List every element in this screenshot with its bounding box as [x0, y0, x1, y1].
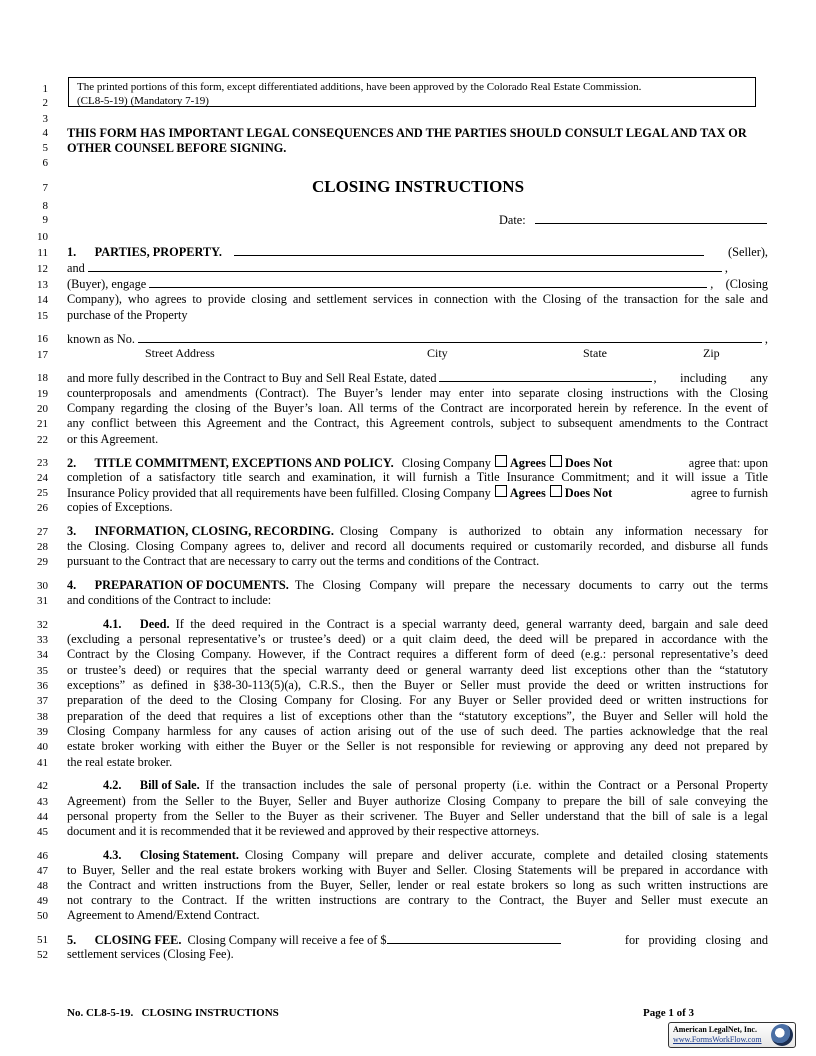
line-number: 26 [37, 502, 48, 514]
line-number: 28 [37, 541, 48, 553]
for-providing-label: for providing closing and [624, 933, 768, 947]
s4-line-34: Contract by the Closing Company. However, if the Contract requires a different form of deed (e.g.: personal representative’s deed [67, 647, 768, 661]
line-number: 20 [37, 403, 48, 415]
s4-line-36: exceptions” as defined in §38-30-113(5)(a), C.R.S., then the Buyer or Seller must provide the deed or written instructions for [67, 678, 768, 692]
s1-line-14: Company), who agrees to provide closing and settlement services in connection with the Closing of the transaction for the sale and [67, 292, 768, 306]
s2-line-25 [67, 485, 768, 501]
s2-line-23 [67, 455, 768, 471]
date-label: Date: [499, 213, 526, 227]
s4-line-33: (excluding a personal representative’s or trustee’s deed) or a quit claim deed, the deed will be prepared in accordance with the [67, 632, 768, 646]
agree-that-upon-label: agree that: upon [688, 456, 768, 470]
s4-line-46 [67, 848, 768, 863]
date-row [499, 212, 769, 228]
line-number: 48 [37, 880, 48, 892]
bill-of-sale-heading: 4.2. Bill of Sale. [103, 778, 200, 792]
s5-line-52: settlement services (Closing Fee). [67, 947, 234, 961]
comma-2: , [764, 332, 768, 346]
and-label: and [67, 261, 85, 275]
s3-line-29: pursuant to the Contract that are necessary to carry out the terms and conditions of the Contract. [67, 554, 540, 568]
line-number: 23 [37, 457, 48, 469]
s1-heading: 1. PARTIES, PROPERTY. [67, 245, 222, 259]
s4-line-30 [67, 578, 768, 593]
approval-notice-line-1: The printed portions of this form, except differentiated additions, have been approved by the Colorado Real Estate Commission. [77, 81, 642, 93]
page-title: CLOSING INSTRUCTIONS [311, 177, 525, 196]
s1-line-21: any conflict between this Agreement and the Contract, this Agreement controls, subject to subsequent amendments to the Contract [67, 416, 768, 430]
property-address-field[interactable] [138, 331, 762, 343]
title-commitment-does-not-checkbox[interactable] [550, 455, 562, 467]
s4-line-48: the Contract and written instructions from the Buyer, Seller, lender or real estate brokers so long as such written instructions are [67, 878, 768, 892]
title-commitment-agrees-checkbox[interactable] [495, 455, 507, 467]
line-number: 44 [37, 811, 48, 823]
s4-line-45: document and it is recommended that it be reviewed and approved by their respective attorneys. [67, 824, 540, 838]
seller-label: (Seller), [728, 245, 768, 259]
line-number: 7 [42, 182, 48, 194]
agrees-label-2: Agrees [509, 486, 546, 500]
comma-1: , [724, 261, 728, 275]
s4-line-35: or trustee’s deed) or requires that the special warranty deed or general warranty deed list exceptions other than the “statutory [67, 663, 768, 677]
line-number: 4 [42, 127, 48, 139]
s3-line-27 [67, 524, 768, 539]
s5-line-51 [67, 932, 768, 948]
s2-heading: 2. TITLE COMMITMENT, EXCEPTIONS AND POLICY. [67, 456, 394, 470]
s2-line-25-text: Insurance Policy provided that all requirements have been fulfilled. Closing Company [67, 486, 491, 500]
state-caption: State [583, 346, 607, 360]
line-number: 22 [37, 434, 48, 446]
line-number: 21 [37, 418, 48, 430]
line-number: 11 [37, 247, 48, 259]
closing-fee-label: Closing Company will receive a fee of $ [187, 933, 387, 947]
line-number: 1 [42, 83, 48, 95]
s4-line-46-text: Closing Company will prepare and deliver accurate, complete and detailed closing statements [244, 848, 768, 862]
line-number: 14 [37, 294, 48, 306]
s1-line-11 [67, 244, 768, 260]
line-number: 5 [42, 142, 48, 154]
s4-line-44: personal property from the Seller to the Buyer as their scrivener. The Buyer and Seller understand that the bill of sale is a legal [67, 809, 768, 823]
s4-line-47: to Buyer, Seller and the real estate brokers working with Buyer and Seller. Closing Statements will be prepared in accordance with [67, 863, 768, 877]
line-number: 10 [37, 231, 48, 243]
legal-warning-line-1: THIS FORM HAS IMPORTANT LEGAL CONSEQUENCES AND THE PARTIES SHOULD CONSULT LEGAL AND TAX OR [67, 126, 747, 140]
line-number: 9 [42, 214, 48, 226]
s4-line-40: estate broker working with either the Buyer or the Seller is not responsible for reviewing or approving any deed not prepared by [67, 739, 768, 753]
s3-heading: 3. INFORMATION, CLOSING, RECORDING. [67, 524, 334, 538]
line-number: 12 [37, 263, 48, 275]
line-number: 19 [37, 388, 48, 400]
line-number: 29 [37, 556, 48, 568]
line-number: 33 [37, 634, 48, 646]
agrees-label-1: Agrees [509, 456, 546, 470]
s1-line-20: Company regarding the closing of the Buyer’s loan. All terms of the Contract are incorporated herein by reference. In the event of [67, 401, 768, 415]
s4-line-50: Agreement to Amend/Extend Contract. [67, 908, 260, 922]
s4-line-43: Agreement) from the Seller to the Buyer, Seller and Buyer authorize Closing Company to prepare the bill of sale conveying the [67, 794, 768, 808]
logo-url-link[interactable]: www.FormsWorkFlow.com [673, 1035, 762, 1044]
line-number: 3 [42, 113, 48, 125]
s2-closing-company-label: Closing Company [401, 456, 491, 470]
copies-exceptions-does-not-checkbox[interactable] [550, 485, 562, 497]
known-as-label: known as No. [67, 332, 135, 346]
line-number: 37 [37, 695, 48, 707]
s4-line-38: preparation of the deed that requires a list of exceptions other than the “statutory exceptions”, the Buyer and Seller will hold the [67, 709, 768, 723]
city-caption: City [427, 346, 448, 360]
s4-line-49: not contrary to the Contract. If the written instructions are contrary to the Contract, the Buyer and Seller must execute an [67, 893, 768, 907]
including-any-label: , including any [653, 371, 768, 385]
s2-line-26: copies of Exceptions. [67, 500, 173, 514]
line-number: 49 [37, 895, 48, 907]
street-address-caption: Street Address [145, 346, 215, 360]
line-number: 24 [37, 472, 48, 484]
line-number: 18 [37, 372, 48, 384]
s1-line-13 [67, 276, 768, 292]
line-number: 40 [37, 741, 48, 753]
line-number: 52 [37, 949, 48, 961]
line-number: 46 [37, 850, 48, 862]
line-number: 32 [37, 619, 48, 631]
footer-page-number: Page 1 of 3 [643, 1007, 695, 1019]
s1-line-18 [67, 370, 768, 386]
globe-icon [771, 1024, 793, 1046]
line-number: 8 [42, 200, 48, 212]
line-number: 43 [37, 796, 48, 808]
line-number: 35 [37, 665, 48, 677]
s1-line-19: counterproposals and amendments (Contract). The Buyer’s lender may enter into separate closing instructions with the Closing [67, 386, 768, 400]
line-number: 6 [42, 157, 48, 169]
does-not-label-1: Does Not [564, 456, 613, 470]
line-number: 42 [37, 780, 48, 792]
line-number: 30 [37, 580, 48, 592]
closing-company-field[interactable] [149, 276, 707, 288]
s3-line-27-text: Closing Company is authorized to obtain any information necessary for [339, 524, 768, 538]
closing-company-label: , (Closing [710, 277, 768, 291]
line-number: 25 [37, 487, 48, 499]
s1-line-22: or this Agreement. [67, 432, 159, 446]
s4-line-31: and conditions of the Contract to include: [67, 593, 272, 607]
s4-line-32 [67, 617, 768, 632]
line-number: 15 [37, 310, 48, 322]
copies-exceptions-agrees-checkbox[interactable] [495, 485, 507, 497]
s3-line-28: the Closing. Closing Company agrees to, deliver and record all documents required or customarily recorded, and disburse all funds [67, 539, 768, 553]
line-number: 51 [37, 934, 48, 946]
line-number: 13 [37, 279, 48, 291]
line-number: 34 [37, 649, 48, 661]
s1-line-16 [67, 331, 768, 347]
line-number: 50 [37, 910, 48, 922]
closing-fee-field[interactable] [387, 932, 561, 944]
date-field[interactable] [535, 212, 767, 224]
line-number: 41 [37, 757, 48, 769]
s4-line-37: preparation of the deed to the Closing Company for Closing. For any Buyer or Seller provided deed or written instructions for [67, 693, 768, 707]
agree-to-furnish-label: agree to furnish [690, 486, 768, 500]
s1-line-12 [67, 260, 768, 276]
does-not-label-2: Does Not [564, 486, 613, 500]
approval-notice-line-2: (CL8-5-19) (Mandatory 7-19) [77, 95, 209, 107]
buyer-name-field[interactable] [88, 260, 722, 272]
line-number: 2 [42, 97, 48, 109]
line-number: 39 [37, 726, 48, 738]
deed-heading: 4.1. Deed. [103, 617, 170, 631]
line-number: 47 [37, 865, 48, 877]
contract-date-field[interactable] [439, 370, 652, 382]
line-number: 36 [37, 680, 48, 692]
line-number: 38 [37, 711, 48, 723]
s4-line-42-text: If the transaction includes the sale of personal property (i.e. within the Contract or a Personal Property [205, 778, 768, 792]
seller-name-field[interactable] [234, 244, 704, 256]
line-number: 31 [37, 595, 48, 607]
line-number: 45 [37, 826, 48, 838]
s4-line-32-text: If the deed required in the Contract is a special warranty deed, general warranty deed, bargain and sale deed [175, 617, 768, 631]
footer-form-id: No. CL8-5-19. CLOSING INSTRUCTIONS [67, 1007, 279, 1019]
s2-line-24: completion of a satisfactory title search and examination, it will furnish a Title Insurance Commitment; and it will issue a Title [67, 470, 768, 484]
s1-line-15: purchase of the Property [67, 308, 188, 322]
s4-line-30-text: The Closing Company will prepare the necessary documents to carry out the terms [294, 578, 768, 592]
line-number: 17 [37, 349, 48, 361]
s4-line-39: Closing Company harmless for any causes of action arising out of the use of such deed. The parties acknowledge that the real [67, 724, 768, 738]
line-number: 16 [37, 333, 48, 345]
closing-statement-heading: 4.3. Closing Statement. [103, 848, 239, 862]
s4-line-41: the real estate broker. [67, 755, 173, 769]
american-legalnet-logo[interactable] [668, 1022, 796, 1048]
buyer-engage-label: (Buyer), engage [67, 277, 147, 291]
approval-notice-box [68, 77, 756, 107]
logo-company-name: American LegalNet, Inc. [673, 1025, 757, 1034]
s5-heading: 5. CLOSING FEE. [67, 933, 182, 947]
zip-caption: Zip [703, 346, 720, 360]
legal-warning-line-2: OTHER COUNSEL BEFORE SIGNING. [67, 141, 287, 155]
line-number: 27 [37, 526, 48, 538]
contract-dated-label: and more fully described in the Contract to Buy and Sell Real Estate, dated [67, 371, 437, 385]
s4-line-42 [67, 778, 768, 793]
s4-heading: 4. PREPARATION OF DOCUMENTS. [67, 578, 289, 592]
